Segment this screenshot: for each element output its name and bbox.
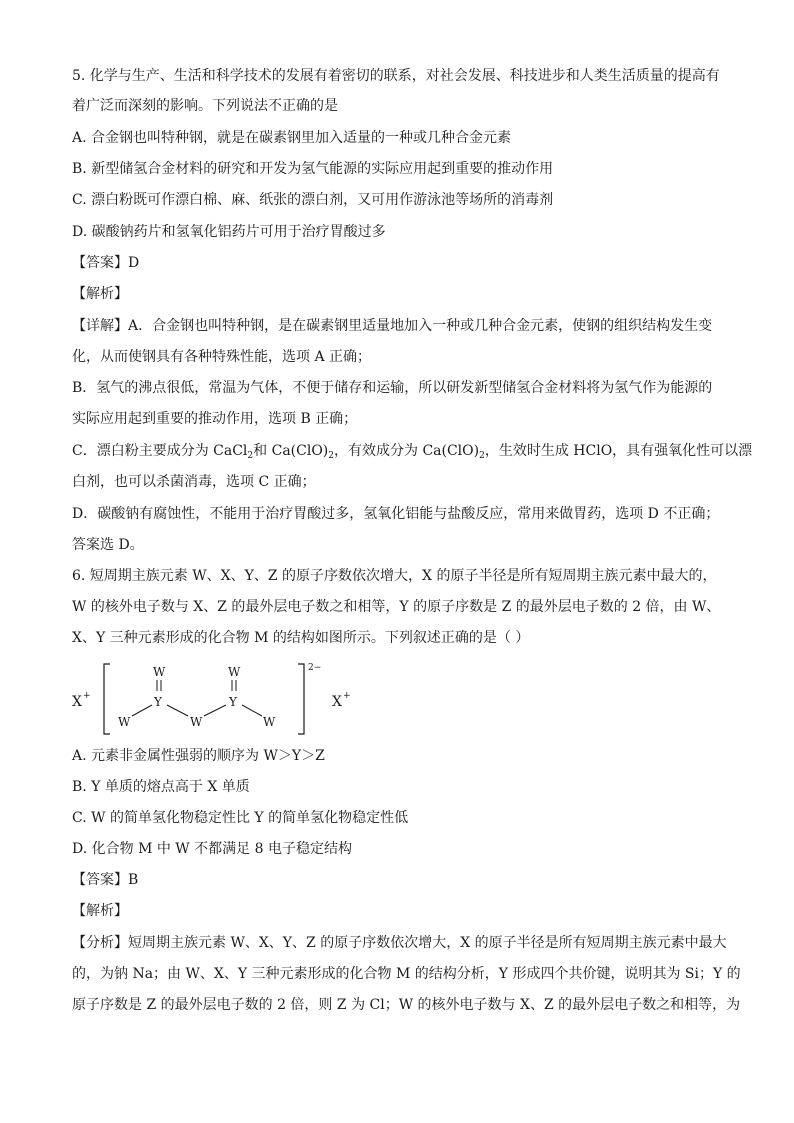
subscript: 2 bbox=[479, 451, 485, 461]
atom-y-right: Y bbox=[229, 695, 237, 709]
q5-detail-d-line-1: D．碳酸钠有腐蚀性，不能用于治疗胃酸过多，氢氧化铝能与盐酸反应，常用来做胃药，选项 D 不正确； bbox=[72, 506, 720, 522]
q6-analysis-line-2: 的，为钠 Na；由 W、X、Y 三种元素形成的化合物 M 的结构分析，Y 形成四个共价键，说明其为 Si；Y 的 bbox=[72, 966, 741, 982]
q5-detail-c-part-4: ，生效时生成 HClO，具有强氧化性可以漂 bbox=[484, 443, 753, 459]
q5-stem-line-1: 5. 化学与生产、生活和科学技术的发展有着密切的联系，对社会发展、科技进步和人类生活质量的提高有 bbox=[72, 68, 720, 84]
q6-analysis-line-3: 原子序数是 Z 的最外层电子数的 2 倍，则 Z 为 Cl；W 的核外电子数与 X、Z 的最外层电子数之和相等，为 bbox=[72, 997, 741, 1013]
bond-y-w-bridge-right bbox=[204, 705, 226, 716]
q6-stem-line-1: 6. 短周期主族元素 W、X、Y、Z 的原子序数依次增大，X 的原子半径是所有短周期主族元素中最大的， bbox=[72, 568, 717, 584]
q6-stem-line-2: W 的核外电子数与 X、Z 的最外层电子数之和相等，Y 的原子序数是 Z 的最外层电子数的 2 倍，由 W、 bbox=[72, 599, 721, 615]
q5-option-d: D. 碳酸钠药片和氢氧化铝药片可用于治疗胃酸过多 bbox=[72, 224, 386, 240]
atom-w-top-right: W bbox=[228, 665, 241, 679]
q6-stem-line-3: X、Y 三种元素形成的化合物 M 的结构如图所示。下列叙述正确的是（ ） bbox=[72, 630, 530, 646]
subscript: 2 bbox=[247, 451, 254, 461]
bond-y-w-outer-right bbox=[242, 705, 262, 716]
left-bracket bbox=[104, 664, 110, 734]
q5-detail-c-part-2: 和 Ca(ClO) bbox=[253, 443, 329, 459]
q5-detail-b-line-2: 实际应用起到重要的推动作用，选项 B 正确； bbox=[72, 411, 358, 427]
atom-w-bridge: W bbox=[190, 715, 203, 729]
structure-diagram-m bbox=[60, 660, 360, 736]
atom-w-bottom-right: W bbox=[263, 715, 276, 729]
cation-left-charge: + bbox=[83, 691, 91, 701]
q5-detail-c-part-3: ，有效成分为 Ca(ClO) bbox=[334, 443, 480, 459]
q6-analysis-label: 【解析】 bbox=[72, 903, 128, 919]
cation-left-symbol: X bbox=[72, 694, 82, 710]
q5-option-a: A. 合金钢也叫特种钢，就是在碳素钢里加入适量的一种或几种合金元素 bbox=[72, 130, 512, 146]
q5-detail-a-line-2: 化，从而使钢具有各种特殊性能，选项 A 正确； bbox=[72, 349, 372, 365]
q6-analysis-line-1: 【分析】短周期主族元素 W、X、Y、Z 的原子序数依次增大，X 的原子半径是所有短周期主族元素中最大 bbox=[72, 935, 727, 951]
q5-option-b: B. 新型储氢合金材料的研究和开发为氢气能源的实际应用起到重要的推动作用 bbox=[72, 161, 554, 177]
q6-answer: 【答案】B bbox=[72, 872, 139, 888]
bond-y-w-outer-left bbox=[132, 705, 152, 716]
q5-detail-d-line-2: 答案选 D。 bbox=[72, 537, 144, 553]
subscript: 2 bbox=[328, 451, 334, 461]
q5-detail-c-line-1 bbox=[72, 441, 753, 461]
q6-option-a: A. 元素非金属性强弱的顺序为 W＞Y＞Z bbox=[72, 748, 325, 764]
q5-detail-c-part-1: C．漂白粉主要成分为 CaCl bbox=[72, 443, 248, 459]
q5-option-c: C. 漂白粉既可作漂白棉、麻、纸张的漂白剂，又可用作游泳池等场所的消毒剂 bbox=[72, 192, 554, 208]
right-bracket bbox=[298, 664, 304, 734]
atom-w-bottom-left: W bbox=[118, 715, 131, 729]
atom-w-top-left: W bbox=[153, 665, 166, 679]
q6-option-c: C. W 的简单氢化物稳定性比 Y 的简单氢化物稳定性低 bbox=[72, 810, 409, 826]
anion-charge: 2− bbox=[308, 663, 322, 673]
atom-y-left: Y bbox=[154, 695, 162, 709]
q6-option-d: D. 化合物 M 中 W 不都满足 8 电子稳定结构 bbox=[72, 841, 352, 857]
q5-detail-a-line-1: 【详解】A．合金钢也叫特种钢，是在碳素钢里适量地加入一种或几种合金元素，使钢的组织结构发生变 bbox=[72, 318, 713, 334]
q5-analysis-label: 【解析】 bbox=[72, 286, 128, 302]
q5-answer: 【答案】D bbox=[72, 255, 140, 271]
q5-detail-b-line-1: B．氢气的沸点很低，常温为气体，不便于储存和运输，所以研发新型储氢合金材料将为氢气作为能源的 bbox=[72, 380, 713, 396]
q5-stem-line-2: 着广泛而深刻的影响。下列说法不正确的是 bbox=[72, 98, 338, 114]
q5-detail-c-line-2: 白剂，也可以杀菌消毒，选项 C 正确； bbox=[72, 474, 316, 490]
q6-option-b: B. Y 单质的熔点高于 X 单质 bbox=[72, 779, 250, 795]
cation-right-symbol: X bbox=[332, 694, 342, 710]
bond-y-w-bridge-left bbox=[167, 705, 188, 716]
cation-right-charge: + bbox=[343, 691, 351, 701]
